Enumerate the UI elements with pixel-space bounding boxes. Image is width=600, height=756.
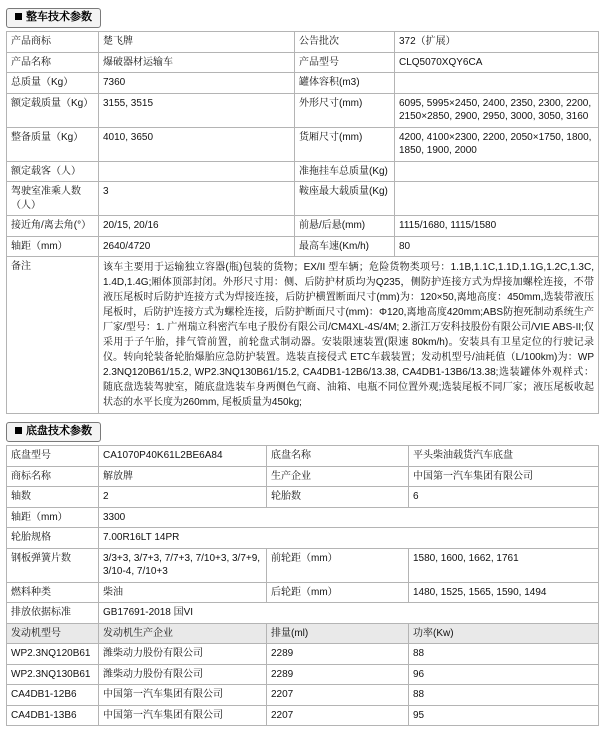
engine-power: 95: [409, 705, 599, 726]
table-row: [7, 182, 599, 216]
row-value: [395, 73, 599, 94]
table-row-remark: [7, 257, 599, 414]
square-bullet-icon: [15, 13, 22, 20]
row-label: 公告批次: [295, 32, 395, 53]
row-label: 产品型号: [295, 52, 395, 73]
vehicle-section-title: [6, 8, 101, 28]
table-row: [7, 73, 599, 94]
row-label: 轴距（mm）: [7, 236, 99, 257]
row-value: 1480, 1525, 1565, 1590, 1494: [409, 582, 599, 603]
vehicle-spec-table: [6, 31, 599, 414]
engine-power: 88: [409, 644, 599, 665]
engine-maker: 潍柴动力股份有限公司: [99, 664, 267, 685]
chassis-section-title: [6, 422, 101, 442]
table-row: [7, 582, 599, 603]
row-value: 3300: [99, 507, 599, 528]
row-label: 前轮距（mm）: [267, 548, 409, 582]
row-label: 接近角/离去角(°）: [7, 216, 99, 237]
row-value: 4010, 3650: [99, 127, 295, 161]
table-row: [7, 487, 599, 508]
table-row: [7, 161, 599, 182]
remark-text: 该车主要用于运输独立容器(瓶)包装的货物；EX/II 型车辆；危险货物类项号：1.1B,1.1C,1.1D,1.1G,1.2C,1.3C,1.4D,1.4G;厢体顶部封闭。外形尺寸用：侧、后防护材质均为Q235，侧防护连接方式为焊接加螺栓连接，不带液压尾板时后防护连接方式为焊接连接，后防护横置断面尺寸(mm)为：120×50,离地高度：450mm,选装带液压尾板时，后防护连接方式为螺栓连接，后防护断面尺寸(mm)：Φ120,离地高度420mm;ABS防抱死制动系统生产厂家/型号：1. 广州瑞立科密汽车电子股份有限公司/CM4XL-4S/4M; 2.浙江万安科技股份有限公司/VIE ABS-II;仅采用于子午胎，排气管前置，前轮盘式制动器。安装限速装置(限速 80km/h)。安装具有卫星定位的行驶记录仪。转向轮装备轮胎爆胎应急防护装置。选装直接侵式 ETC车载装置；发动机型号/油耗值（L/100km)为：WP2.3NQ120B61/15.2, WP2.3NQ130B61/15.2, CA4DB1-12B6/13.38, CA4DB1-13B6/13.38;选装罐体外观样式：随底盘选装驾驶室，随底盘选装车身两侧色气商、油箱、电瓶不同位置外观;选装尾板不同厂家；液压尾板收起状态的水平长度为260mm, 尾板质量为450kg;: [99, 257, 599, 414]
table-row: [7, 705, 599, 726]
table-row: [7, 216, 599, 237]
row-label: 轴距（mm）: [7, 507, 99, 528]
row-value: 爆破器材运输车: [99, 52, 295, 73]
row-label: 准拖挂车总质量(Kg): [295, 161, 395, 182]
row-label: 最高车速(Km/h): [295, 236, 395, 257]
table-row: [7, 548, 599, 582]
remark-label: 备注: [7, 257, 99, 414]
row-label: 燃料种类: [7, 582, 99, 603]
table-row: [7, 603, 599, 624]
row-value: [395, 161, 599, 182]
row-value: 2: [99, 487, 267, 508]
row-label: 额定载客（人）: [7, 161, 99, 182]
table-row: [7, 32, 599, 53]
row-label: 额定载质量（Kg）: [7, 93, 99, 127]
engine-col-power: 功率(Kw): [409, 623, 599, 644]
row-value: 7360: [99, 73, 295, 94]
row-value: 解放牌: [99, 466, 267, 487]
row-label: 底盘型号: [7, 446, 99, 467]
row-value: 平头柴油载货汽车底盘: [409, 446, 599, 467]
table-row: [7, 127, 599, 161]
table-row: [7, 466, 599, 487]
row-value: 6095, 5995×2450, 2400, 2350, 2300, 2200, 2150×2850, 2900, 2950, 3000, 3050, 3160: [395, 93, 599, 127]
square-bullet-icon: [15, 427, 22, 434]
engine-maker: 中国第一汽车集团有限公司: [99, 685, 267, 706]
engine-displacement: 2289: [267, 644, 409, 665]
row-value: 楚飞牌: [99, 32, 295, 53]
row-value: 3/3+3, 3/7+3, 7/7+3, 7/10+3, 3/7+9, 3/10-4, 7/10+3: [99, 548, 267, 582]
row-label: 前悬/后悬(mm): [295, 216, 395, 237]
row-value: 柴油: [99, 582, 267, 603]
row-label: 后轮距（mm）: [267, 582, 409, 603]
row-value: CLQ5070XQY6CA: [395, 52, 599, 73]
row-label: 驾驶室准乘人数（人）: [7, 182, 99, 216]
row-label: 罐体容积(m3): [295, 73, 395, 94]
row-label: 轮胎规格: [7, 528, 99, 549]
row-label: 排放依据标准: [7, 603, 99, 624]
row-value: 3155, 3515: [99, 93, 295, 127]
row-value: 80: [395, 236, 599, 257]
row-label: 生产企业: [267, 466, 409, 487]
row-value: GB17691-2018 国VI: [99, 603, 599, 624]
row-value: 372（扩展）: [395, 32, 599, 53]
chassis-section-title-label: 底盘技术参数: [26, 425, 92, 438]
engine-maker: 潍柴动力股份有限公司: [99, 644, 267, 665]
row-value: 中国第一汽车集团有限公司: [409, 466, 599, 487]
table-row: [7, 52, 599, 73]
row-label: 鞍座最大载质量(Kg): [295, 182, 395, 216]
engine-col-model: 发动机型号: [7, 623, 99, 644]
row-value: 20/15, 20/16: [99, 216, 295, 237]
engine-model: WP2.3NQ120B61: [7, 644, 99, 665]
row-value: 3: [99, 182, 295, 216]
engine-col-maker: 发动机生产企业: [99, 623, 267, 644]
row-label: 产品商标: [7, 32, 99, 53]
row-value: 1115/1680, 1115/1580: [395, 216, 599, 237]
engine-table-header: [7, 623, 599, 644]
row-label: 整备质量（Kg）: [7, 127, 99, 161]
row-value: 1580, 1600, 1662, 1761: [409, 548, 599, 582]
table-row: [7, 507, 599, 528]
row-label: 产品名称: [7, 52, 99, 73]
row-label: 外形尺寸(mm): [295, 93, 395, 127]
table-row: [7, 446, 599, 467]
engine-power: 96: [409, 664, 599, 685]
row-value: CA1070P40K61L2BE6A84: [99, 446, 267, 467]
row-label: 底盘名称: [267, 446, 409, 467]
engine-displacement: 2289: [267, 664, 409, 685]
table-row: [7, 664, 599, 685]
chassis-spec-table: [6, 445, 599, 726]
row-label: 货厢尺寸(mm): [295, 127, 395, 161]
row-label: 钢板弹簧片数: [7, 548, 99, 582]
engine-model: WP2.3NQ130B61: [7, 664, 99, 685]
engine-maker: 中国第一汽车集团有限公司: [99, 705, 267, 726]
row-value: 6: [409, 487, 599, 508]
row-value: [395, 182, 599, 216]
table-row: [7, 93, 599, 127]
engine-model: CA4DB1-12B6: [7, 685, 99, 706]
engine-displacement: 2207: [267, 705, 409, 726]
table-row: [7, 685, 599, 706]
row-value: 2640/4720: [99, 236, 295, 257]
table-row: [7, 528, 599, 549]
row-label: 轮胎数: [267, 487, 409, 508]
row-label: 商标名称: [7, 466, 99, 487]
engine-power: 88: [409, 685, 599, 706]
row-value: [99, 161, 295, 182]
engine-model: CA4DB1-13B6: [7, 705, 99, 726]
row-value: 7.00R16LT 14PR: [99, 528, 599, 549]
table-row: [7, 236, 599, 257]
engine-displacement: 2207: [267, 685, 409, 706]
vehicle-section-title-label: 整车技术参数: [26, 11, 92, 23]
engine-col-displacement: 排量(ml): [267, 623, 409, 644]
row-label: 轴数: [7, 487, 99, 508]
table-row: [7, 644, 599, 665]
row-label: 总质量（Kg）: [7, 73, 99, 94]
row-value: 4200, 4100×2300, 2200, 2050×1750, 1800, 1850, 1900, 2000: [395, 127, 599, 161]
